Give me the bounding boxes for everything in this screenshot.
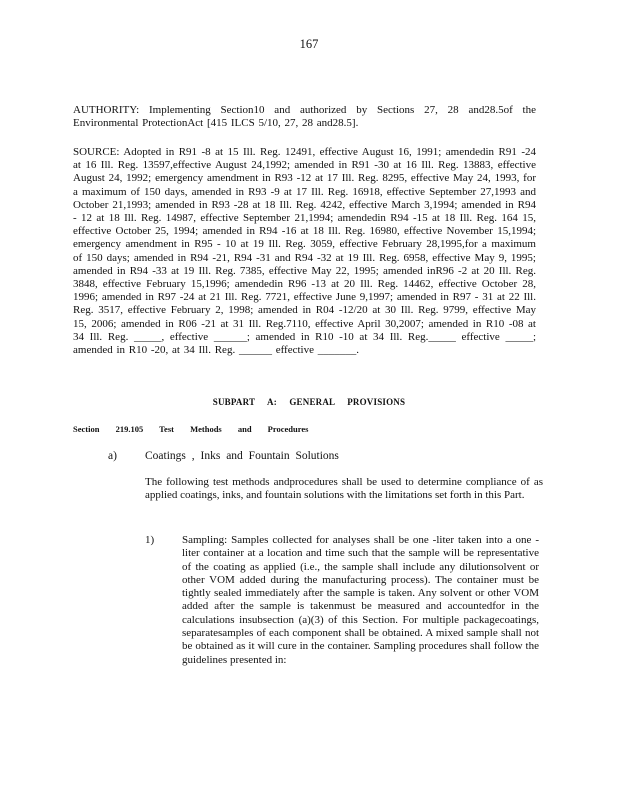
page-number: 167 [299, 37, 319, 51]
item-a-title: Coatings , Inks and Fountain Solutions [145, 450, 339, 462]
source-paragraph: SOURCE: Adopted in R91 -8 at 15 Ill. Reg. 12491, effective August 16, 1991; amendedin R91 -24 at 16 Ill. Reg. 13597,effective August 24,1992; amended in R91 -30 at 16 Ill. Reg. 13883, effective August 24, 1992; emergency amendment in R93 -12 at 17 Ill. Reg. 8295, effective May 24, 1993, for a maximum of 150 days, amended in R93 -9 at 17 Ill. Reg. 16918, effective September 27,1993 and October 21,1993; amended in R93 -28 at 18 Ill. Reg. 4242, effective March 3,1994; amended in R94 - 12 at 18 Ill. Reg. 14987, effective September 21,1994; amendedin R94 -15 at 18 Ill. Reg. 164 15, effective October 25, 1994; amended in R94 -16 at 18 Ill. Reg. 16980, effective November 15,1994; emergency amendment in R95 - 10 at 19 Ill. Reg. 3059, effective February 28,1995,for a maximum of 150 days; amended in R94 -21, R94 -31 and R94 -32 at 19 Ill. Reg. 6958, effective May 9, 1995; amended in R94 -33 at 19 Ill. Reg. 7385, effective May 22, 1995; amended inR96 -2 at 20 Ill. Reg. 3848, effective February 15,1996; amendedin R96 -13 at 20 Ill. Reg. 14462, effective October 28, 1996; amended in R97 -24 at 21 Ill. Reg. 7721, effective June 9,1997; amended in R97 - 31 at 22 Ill. Reg. 3517, effective February 2, 1998; amended in R04 -12/20 at 30 Ill. Reg. 9799, effective May 15, 2006; amended in R06 -21 at 31 Ill. Reg.7110, effective April 30,2007; amended in R10 -08 at 34 Ill. Reg. _____, effective ______; amended in R10 -10 at 34 Ill. Reg._____ effective _____; amended in R10 -20, at 34 Ill. Reg. ______ effective _______. [73, 146, 536, 357]
item-1-paragraph: Sampling: Samples collected for analyses shall be one -liter taken into a one -liter container at a location and time such that the sample will be representative of the coating as applied (i.e., the sample shall include any dilutionsolvent or other VOM added during the manufacturing process). The container must be tightly sealed immediately after the sample is taken. Any solvent or other VOM added after the sample is takenmust be measured and accountedfor in the calculations insubsection (a)(3) of this Section. For multiple packagecoatings, separatesamples of each component shall be obtained. A mixed sample shall not be obtained as it will cure in the container. Sampling procedures shall follow the guidelines presented in: [182, 534, 539, 666]
item-a-label: a) [108, 450, 117, 462]
section-heading: Section 219.105 Test Methods and Procedures [73, 424, 309, 434]
item-a-paragraph: The following test methods andprocedures shall be used to determine compliance of as applied coatings, inks, and fountain solutions with the limitations set forth in this Part. [145, 476, 543, 502]
authority-paragraph: AUTHORITY: Implementing Section10 and authorized by Sections 27, 28 and28.5of the Environmental ProtectionAct [415 ILCS 5/10, 27, 28 and28.5]. [73, 104, 536, 130]
item-1-label: 1) [145, 534, 155, 546]
subpart-heading: SUBPART A: GENERAL PROVISIONS [212, 397, 406, 407]
